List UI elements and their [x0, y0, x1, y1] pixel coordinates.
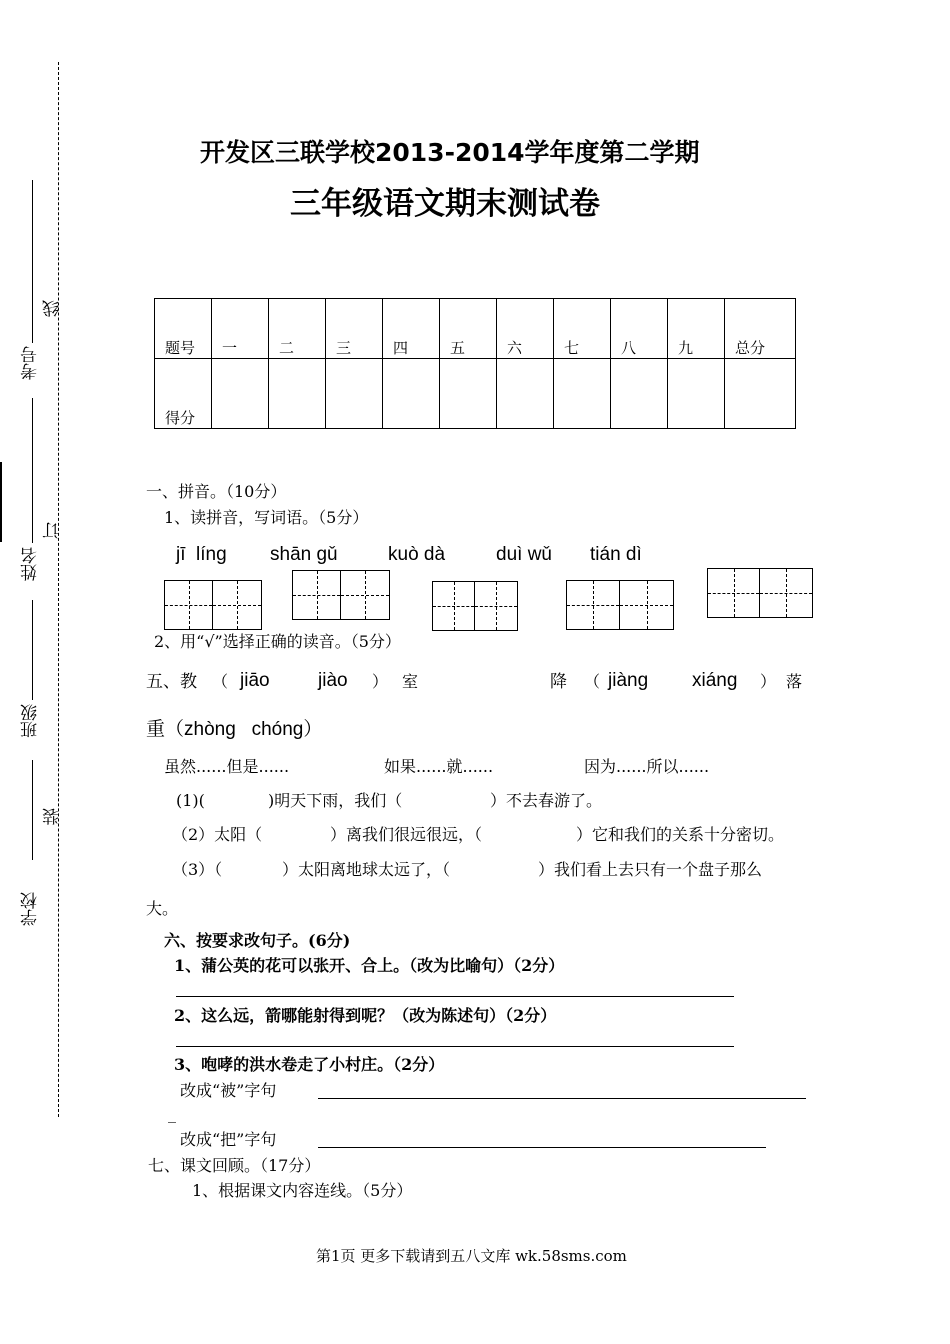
conj-s3-b: ）太阳离地球太远了，（: [282, 860, 451, 879]
section7-q1: 1、根据课文内容连线。（5分）: [192, 1181, 413, 1200]
margin-line-name: [32, 398, 33, 543]
choice-b-word: 降: [550, 672, 567, 692]
pinyin-5: tián dì: [590, 544, 642, 565]
score-cell[interactable]: [440, 359, 497, 429]
section6-q3: 3、咆哮的洪水卷走了小村庄。（2分）: [174, 1055, 445, 1074]
conj-option-2: 如果......就......: [384, 757, 494, 776]
answer-line-1[interactable]: [176, 996, 734, 997]
section7-heading: 七、课文回顾。（17分）: [148, 1156, 321, 1175]
choice-b-open: （: [584, 672, 601, 691]
choice-b-opt2[interactable]: xiáng: [692, 670, 738, 691]
section1-q2: 2、用“√”选择正确的读音。（5分）: [154, 632, 401, 651]
score-header-cell: 三: [326, 299, 383, 359]
score-cell[interactable]: [383, 359, 440, 429]
answer-line-2[interactable]: [176, 1046, 734, 1047]
pinyin-2: shān gǔ: [270, 544, 338, 565]
name-label: 姓名: [21, 547, 41, 581]
grid-cell[interactable]: [165, 581, 213, 629]
writing-grid-5[interactable]: [707, 568, 813, 618]
margin-mark: [0, 462, 2, 542]
section6-q2: 2、这么远，箭哪能射得到呢？（改为陈述句）（2分）: [174, 1006, 557, 1025]
pinyin-4: duì wǔ: [496, 544, 552, 565]
margin-line-exam-no: [32, 180, 33, 343]
margin-line-class-2: [32, 760, 33, 860]
ba-label: 改成“把”字句: [180, 1130, 277, 1149]
grid-cell[interactable]: [475, 582, 517, 630]
bei-answer-line[interactable]: [318, 1098, 806, 1099]
writing-grid-2[interactable]: [292, 570, 390, 620]
section6-q1: 1、蒲公英的花可以张开、合上。（改为比喻句）（2分）: [174, 956, 565, 975]
score-header-cell: 九: [668, 299, 725, 359]
score-header-cell: 五: [440, 299, 497, 359]
conj-s2-a: （2）太阳（: [172, 825, 263, 844]
grid-cell[interactable]: [567, 581, 620, 629]
writing-grid-1[interactable]: [164, 580, 262, 630]
zhuang-label: 装: [43, 808, 63, 825]
conj-s3-end: 大。: [146, 899, 179, 918]
choice-a-opt1[interactable]: jiāo: [240, 670, 270, 691]
score-cell[interactable]: [269, 359, 326, 429]
conj-s3-c: ）我们看上去只有一个盘子那么: [538, 860, 763, 879]
conj-option-1: 虽然......但是......: [164, 757, 290, 776]
score-header-cell: 七: [554, 299, 611, 359]
choice-a-open: （: [212, 672, 229, 691]
xian-label: 线: [43, 300, 63, 317]
pinyin-3: kuò dà: [388, 544, 446, 565]
score-cell[interactable]: [725, 359, 796, 429]
ba-answer-line[interactable]: [318, 1147, 766, 1148]
grid-cell[interactable]: [433, 582, 475, 630]
section6-heading: 六、按要求改句子。(6分): [164, 931, 351, 950]
score-header-cell: 四: [383, 299, 440, 359]
conj-s1-a: (1)(: [176, 791, 205, 810]
choice-b-close: ）: [760, 672, 777, 691]
writing-grid-3[interactable]: [432, 581, 518, 631]
score-cell[interactable]: [554, 359, 611, 429]
conj-s2-b: ）离我们很远很远，（: [330, 825, 483, 844]
grid-cell[interactable]: [620, 581, 673, 629]
class-label: 班级: [21, 704, 41, 738]
grid-cell[interactable]: [213, 581, 261, 629]
writing-grid-4[interactable]: [566, 580, 674, 630]
choice-a-end: 室: [402, 672, 419, 691]
choice-a-word: 五、教: [146, 672, 197, 692]
score-table: [154, 298, 796, 429]
title-line-2: 三年级语文期末测试卷: [290, 186, 600, 222]
bei-label: 改成“被”字句: [180, 1081, 277, 1100]
school-label: 学校: [21, 892, 41, 926]
conj-s1-c: ）不去春游了。: [490, 791, 603, 810]
score-header-cell: 六: [497, 299, 554, 359]
choice-b-end: 落: [786, 672, 803, 691]
section1-q1: 1、读拼音，写词语。（5分）: [164, 508, 369, 527]
score-header-cell: 二: [269, 299, 326, 359]
binding-dashed-line: [58, 62, 59, 1117]
grid-cell[interactable]: [708, 569, 760, 617]
score-header-cell: 八: [611, 299, 668, 359]
score-header-cell: 题号: [155, 299, 212, 359]
section1-heading: 一、拼音。（10分）: [146, 482, 287, 501]
title-line-1: 开发区三联学校2013-2014学年度第二学期: [200, 138, 700, 167]
grid-cell[interactable]: [293, 571, 341, 619]
score-input-row: [155, 359, 796, 429]
score-cell[interactable]: [497, 359, 554, 429]
conj-s1-b: )明天下雨，我们（: [268, 791, 403, 810]
score-header-row: [155, 299, 796, 359]
score-row-label: 得分: [155, 359, 212, 429]
choice-b-opt1[interactable]: jiàng: [608, 670, 649, 691]
choice-a-opt2[interactable]: jiào: [318, 670, 348, 691]
score-cell[interactable]: [611, 359, 668, 429]
margin-line-class: [32, 600, 33, 700]
conj-option-3: 因为......所以......: [584, 757, 710, 776]
score-cell[interactable]: [668, 359, 725, 429]
choice-c-line: 重（zhòng chóng）: [146, 719, 323, 740]
score-header-cell: 总分: [725, 299, 796, 359]
ding-label: 订: [43, 522, 63, 539]
pinyin-1: jī líng: [176, 544, 227, 565]
exam-no-label: 考号: [21, 346, 41, 380]
page-footer: 第1页 更多下载请到五八文库 wk.58sms.com: [316, 1247, 627, 1265]
choice-a-close: ）: [372, 672, 389, 691]
score-header-cell: 一: [212, 299, 269, 359]
grid-cell[interactable]: [760, 569, 812, 617]
conj-s2-c: ）它和我们的关系十分密切。: [576, 825, 785, 844]
score-cell[interactable]: [212, 359, 269, 429]
score-cell[interactable]: [326, 359, 383, 429]
stray-dash: _: [168, 1104, 176, 1123]
conj-s3-a: （3）（: [172, 860, 223, 879]
grid-cell[interactable]: [341, 571, 389, 619]
